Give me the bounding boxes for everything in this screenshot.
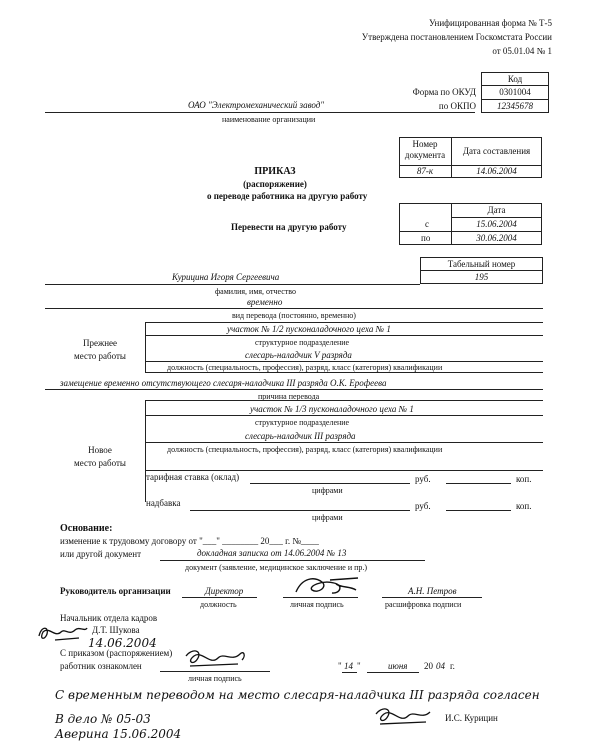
acquainted-year: 04 [436, 661, 445, 671]
employee-name-caption: фамилия, имя, отчество [215, 287, 296, 296]
acquainted-year-suffix: г. [450, 661, 455, 671]
basis-other-label: или другой документ [60, 549, 142, 559]
rate-rub-label: руб. [415, 474, 431, 484]
approved-line: Утверждена постановлением Госкомстата России [361, 32, 552, 42]
head-label: Руководитель организации [60, 586, 171, 596]
head-decode-value: А.Н. Петров [408, 586, 457, 596]
code-label: Код [507, 74, 523, 84]
order-purpose: о переводе работника на другую работу [207, 191, 368, 201]
basis-title: Основание: [60, 523, 113, 534]
reason-caption: причина перевода [258, 392, 320, 401]
order-title: ПРИКАЗ [254, 166, 296, 177]
doc-number-header: Номер документа [404, 139, 446, 160]
new-place-label: Новое [88, 445, 112, 455]
okud-value: 0301004 [499, 87, 531, 97]
form-line: Унифицированная форма № Т-5 [428, 18, 552, 28]
transfer-to-value: 30.06.2004 [476, 233, 517, 243]
allowance-digits-caption: цифрами [312, 513, 343, 522]
acquainted-line: С приказом (распоряжением) [60, 648, 173, 658]
worker-signature-image [180, 646, 250, 672]
new-unit-value: участок № 1/3 пусконаладочного цеха № 1 [250, 404, 414, 414]
basis-other-caption: документ (заявление, медицинское заключение и пр.) [185, 563, 368, 572]
acquainted-day: 14 [344, 661, 353, 671]
previous-position-value: слесарь-наладчик V разряда [245, 350, 352, 360]
okud-label: Форма по ОКУД [412, 87, 476, 97]
transfer-from-label: с [425, 219, 429, 229]
acquainted-month: июня [388, 661, 408, 671]
approval-date-line: от 05.01.04 № 1 [492, 46, 552, 56]
worker-name: И.С. Курицин [445, 713, 498, 723]
rate-kop-label: коп. [516, 474, 532, 484]
transfer-to-label: по [421, 233, 431, 243]
basis-other-value: докладная записка от 14.06.2004 № 13 [197, 548, 347, 558]
acquainted-line-2: работник ознакомлен [60, 661, 142, 671]
organization-name: ОАО "Электромеханический завод" [188, 100, 325, 110]
employee-name: Курицина Игоря Сергеевича [172, 272, 280, 282]
agreement-note: С временным переводом на место слесаря-наладчика III разряда согласен [55, 688, 540, 702]
okpo-value: 12345678 [497, 101, 533, 111]
doc-date-value: 14.06.2004 [476, 166, 517, 176]
transfer-kind-caption: вид перевода (постоянно, временно) [232, 311, 356, 320]
clerk-note: Аверина 15.06.2004 [55, 727, 182, 741]
head-position-value: Директор [205, 586, 244, 596]
previous-unit-caption: структурное подразделение [255, 338, 350, 347]
previous-position-caption: должность (специальность, профессия), разряд, класс (категория) квалификации [167, 363, 443, 372]
acquainted-year-prefix: 20 [424, 661, 433, 671]
new-unit-caption: структурное подразделение [255, 418, 350, 427]
transfer-from-value: 15.06.2004 [476, 219, 517, 229]
previous-unit-value: участок № 1/2 пусконаладочного цеха № 1 [227, 324, 391, 334]
tab-number-header: Табельный номер [447, 259, 516, 269]
reason-value: замещение временно отсутствующего слесаря-наладчика III разряда О.К. Ерофеева [60, 378, 387, 388]
hr-title: Начальник отдела кадров [60, 613, 158, 623]
acquainted-signature-caption: личная подпись [188, 674, 242, 683]
tab-number-value: 195 [474, 272, 489, 282]
rate-digits-caption: цифрами [312, 486, 343, 495]
allowance-rub-label: руб. [415, 501, 431, 511]
new-position-caption: должность (специальность, профессия), разряд, класс (категория) квалификации [167, 445, 443, 454]
rate-label: тарифная ставка (оклад) [146, 472, 240, 482]
transfer-label: Перевести на другую работу [231, 222, 347, 232]
allowance-kop-label: коп. [516, 501, 532, 511]
transfer-kind-value: временно [247, 297, 283, 307]
order-subtitle: (распоряжение) [243, 179, 307, 189]
doc-number-value: 87-к [416, 166, 434, 176]
organization-caption: наименование организации [222, 115, 316, 124]
new-place-label-2: место работы [74, 458, 126, 468]
head-signature-caption: личная подпись [290, 600, 344, 609]
hr-date: 14.06.2004 [88, 636, 157, 650]
transfer-date-header: Дата [487, 205, 506, 215]
footer-signature-image [370, 704, 435, 730]
previous-place-label-2: место работы [74, 351, 126, 361]
hr-name: Д.Т. Шукова [92, 625, 140, 635]
new-position-value: слесарь-наладчик III разряда [245, 431, 356, 441]
previous-place-label: Прежнее [82, 338, 118, 348]
okpo-label: по ОКПО [438, 101, 476, 111]
hr-signature-image [35, 622, 90, 646]
file-note: В дело № 05-03 [55, 712, 151, 726]
allowance-label: надбавка [146, 498, 181, 508]
basis-change-line: изменение к трудовому договору от "___" ________ 20___ г. №____ [60, 536, 319, 546]
head-decode-caption: расшифровка подписи [385, 600, 462, 609]
doc-date-header: Дата составления [462, 146, 531, 156]
head-position-caption: должность [200, 600, 237, 609]
